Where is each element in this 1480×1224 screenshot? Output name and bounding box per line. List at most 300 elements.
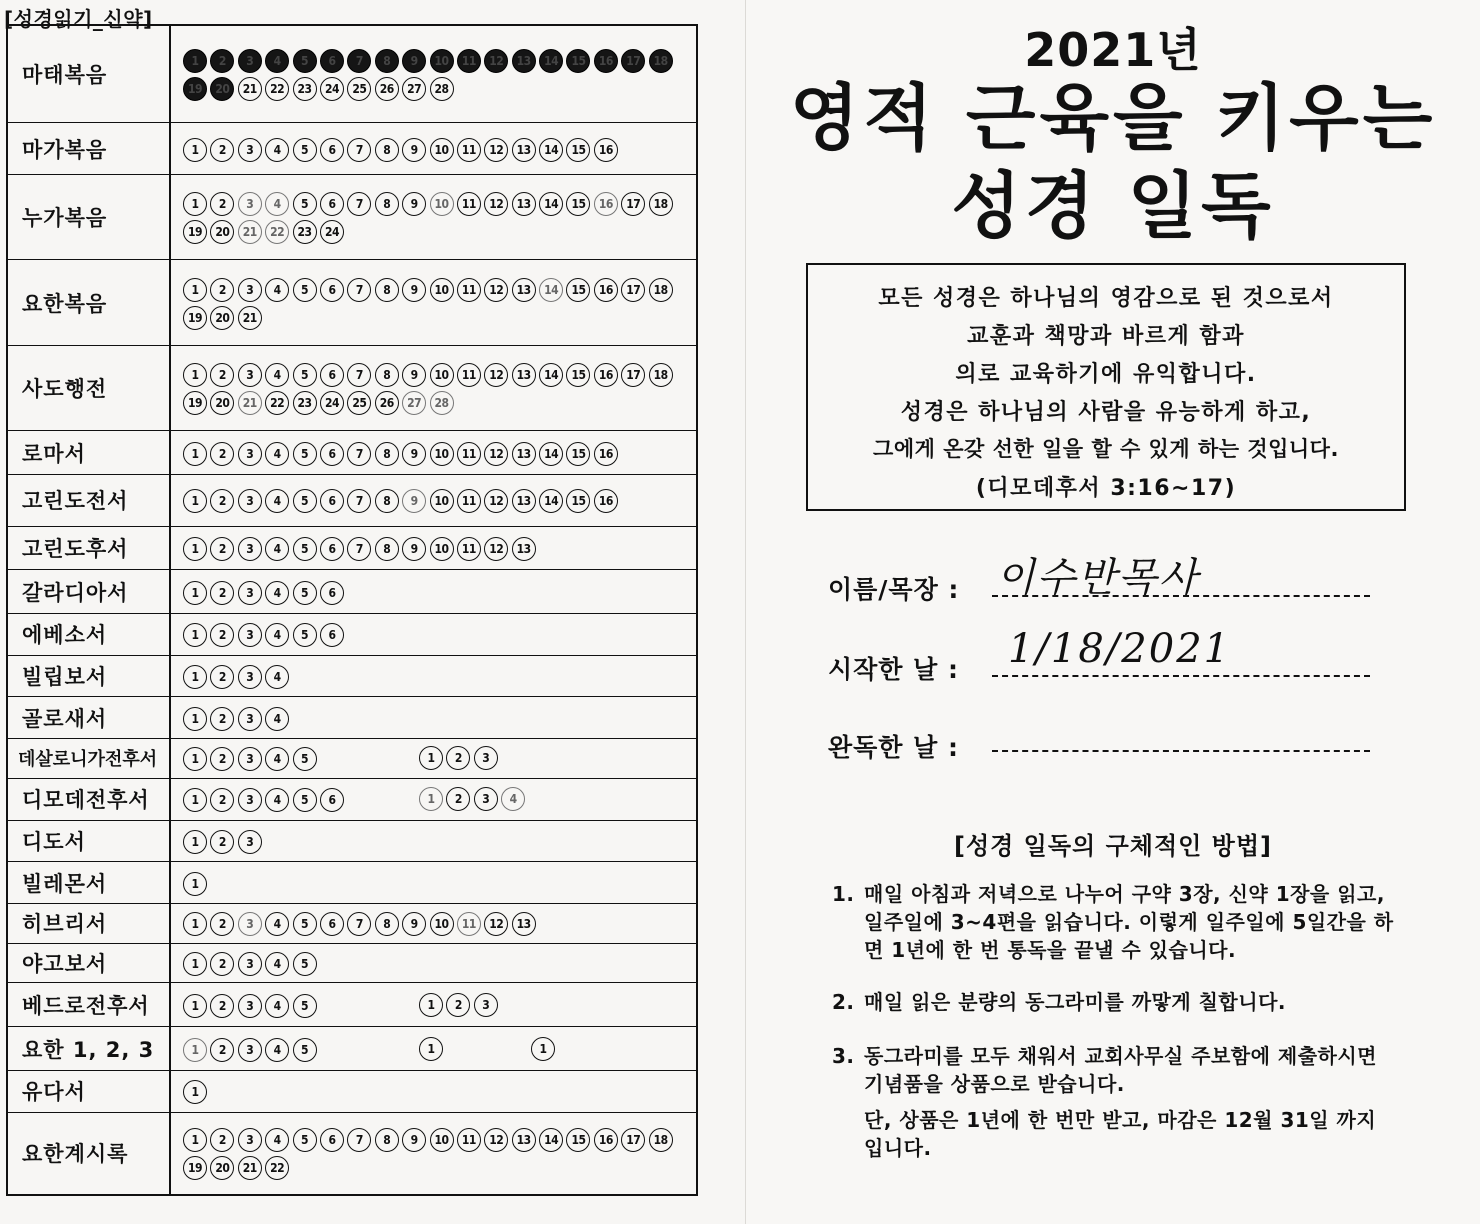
chapter-line bbox=[183, 828, 690, 856]
chapter-circle[interactable]: 11 bbox=[457, 489, 481, 513]
chapter-circle[interactable]: 13 bbox=[512, 192, 536, 216]
chapter-circle[interactable]: 6 bbox=[320, 363, 344, 387]
chapter-circle[interactable]: 3 bbox=[238, 994, 262, 1018]
chapter-circle[interactable]: 1 bbox=[419, 787, 443, 811]
chapter-circle[interactable]: 10 bbox=[430, 912, 454, 936]
chapter-circle[interactable]: 1 bbox=[183, 278, 207, 302]
chapter-circle[interactable]: 7 bbox=[347, 138, 371, 162]
chapter-circle[interactable]: 6 bbox=[320, 49, 344, 73]
chapter-circle[interactable]: 3 bbox=[238, 442, 262, 466]
chapter-circle[interactable]: 21 bbox=[238, 306, 262, 330]
chapter-circle[interactable]: 1 bbox=[183, 872, 207, 896]
chapter-circles bbox=[171, 175, 696, 259]
chapter-circle[interactable]: 9 bbox=[402, 278, 426, 302]
chapter-circle[interactable]: 1 bbox=[419, 746, 443, 770]
chapter-circle[interactable]: 12 bbox=[484, 537, 508, 561]
chapter-circle[interactable]: 5 bbox=[293, 138, 317, 162]
chapter-circle[interactable]: 7 bbox=[347, 278, 371, 302]
chapter-circle[interactable]: 4 bbox=[265, 537, 289, 561]
chapter-circle[interactable]: 1 bbox=[183, 442, 207, 466]
chapter-circle[interactable]: 13 bbox=[512, 489, 536, 513]
chapter-circle[interactable]: 14 bbox=[539, 138, 563, 162]
chapter-circle[interactable]: 2 bbox=[210, 278, 234, 302]
chapter-circle[interactable]: 4 bbox=[265, 665, 289, 689]
chapter-circle[interactable]: 14 bbox=[539, 49, 563, 73]
chapter-circle[interactable]: 11 bbox=[457, 278, 481, 302]
chapter-circle[interactable]: 14 bbox=[539, 363, 563, 387]
chapter-circle[interactable]: 3 bbox=[238, 707, 262, 731]
chapter-circle[interactable]: 4 bbox=[265, 192, 289, 216]
chapter-circle[interactable]: 5 bbox=[293, 788, 317, 812]
chapter-circle[interactable]: 11 bbox=[457, 363, 481, 387]
book-name: 골로새서 bbox=[8, 697, 171, 738]
chapter-circle[interactable]: 21 bbox=[238, 220, 262, 244]
chapter-circle[interactable]: 23 bbox=[293, 391, 317, 415]
chapter-circle[interactable]: 4 bbox=[265, 581, 289, 605]
chapter-circle[interactable]: 11 bbox=[457, 442, 481, 466]
start-date-line[interactable] bbox=[992, 675, 1370, 677]
chapter-circles bbox=[171, 346, 696, 430]
chapter-circle[interactable]: 11 bbox=[457, 192, 481, 216]
chapter-circle[interactable]: 13 bbox=[512, 363, 536, 387]
chapter-circle[interactable]: 16 bbox=[594, 138, 618, 162]
chapter-circle[interactable]: 1 bbox=[183, 788, 207, 812]
book-name: 유다서 bbox=[8, 1071, 171, 1112]
chapter-circle[interactable]: 3 bbox=[238, 49, 262, 73]
book-name: 베드로전후서 bbox=[8, 983, 171, 1026]
chapter-circle[interactable]: 3 bbox=[238, 138, 262, 162]
chapter-circle[interactable]: 9 bbox=[402, 192, 426, 216]
chapter-circle[interactable]: 5 bbox=[293, 489, 317, 513]
chapter-circle[interactable]: 2 bbox=[210, 442, 234, 466]
chapter-circle[interactable]: 24 bbox=[320, 220, 344, 244]
chapter-circle[interactable]: 9 bbox=[402, 49, 426, 73]
chapter-line bbox=[183, 361, 690, 389]
chapter-circle[interactable]: 15 bbox=[566, 442, 590, 466]
chapter-circle[interactable]: 18 bbox=[649, 49, 673, 73]
chapter-circle[interactable]: 12 bbox=[484, 912, 508, 936]
chapter-circle[interactable]: 9 bbox=[402, 442, 426, 466]
finish-date-line[interactable] bbox=[992, 750, 1370, 752]
chapter-circle[interactable]: 8 bbox=[375, 363, 399, 387]
chapter-circle[interactable]: 23 bbox=[293, 77, 317, 101]
chapter-circle[interactable]: 1 bbox=[183, 1080, 207, 1104]
chapter-circle[interactable]: 6 bbox=[320, 489, 344, 513]
chapter-circle[interactable]: 9 bbox=[402, 537, 426, 561]
chapter-circle[interactable]: 7 bbox=[347, 489, 371, 513]
chapter-circle[interactable]: 3 bbox=[238, 537, 262, 561]
chapter-circle[interactable]: 17 bbox=[621, 192, 645, 216]
chapter-circle[interactable]: 10 bbox=[430, 192, 454, 216]
chapter-circle[interactable]: 20 bbox=[210, 306, 234, 330]
chapter-circle[interactable]: 16 bbox=[594, 49, 618, 73]
chapter-circle[interactable]: 16 bbox=[594, 489, 618, 513]
chapter-circle[interactable]: 1 bbox=[183, 363, 207, 387]
chapter-circle[interactable]: 2 bbox=[210, 1128, 234, 1152]
chapter-circle[interactable]: 4 bbox=[265, 442, 289, 466]
chapter-circle[interactable]: 3 bbox=[238, 278, 262, 302]
chapter-circle[interactable]: 12 bbox=[484, 192, 508, 216]
chapter-circle[interactable]: 1 bbox=[183, 830, 207, 854]
chapter-circle[interactable]: 25 bbox=[347, 391, 371, 415]
chapter-circle[interactable]: 4 bbox=[265, 49, 289, 73]
book-row bbox=[8, 123, 696, 175]
chapter-circle[interactable]: 20 bbox=[210, 1156, 234, 1180]
book-name: 야고보서 bbox=[8, 944, 171, 983]
chapter-circle[interactable]: 18 bbox=[649, 363, 673, 387]
chapter-circle[interactable]: 24 bbox=[320, 391, 344, 415]
chapter-circle[interactable]: 1 bbox=[183, 952, 207, 976]
chapter-circle[interactable]: 21 bbox=[238, 77, 262, 101]
chapter-circle[interactable]: 9 bbox=[402, 1128, 426, 1152]
chapter-circle[interactable]: 6 bbox=[320, 623, 344, 647]
chapter-circle[interactable]: 1 bbox=[531, 1037, 555, 1061]
chapter-circle[interactable]: 10 bbox=[430, 138, 454, 162]
chapter-circle[interactable]: 2 bbox=[446, 746, 470, 770]
chapter-circle[interactable]: 18 bbox=[649, 278, 673, 302]
chapter-circle[interactable]: 12 bbox=[484, 138, 508, 162]
chapter-circle[interactable]: 1 bbox=[183, 665, 207, 689]
chapter-circle[interactable]: 24 bbox=[320, 77, 344, 101]
chapter-circle[interactable]: 14 bbox=[539, 442, 563, 466]
chapter-circle[interactable]: 8 bbox=[375, 442, 399, 466]
book-name: 누가복음 bbox=[8, 175, 171, 259]
chapter-circle[interactable]: 4 bbox=[265, 747, 289, 771]
chapter-circle[interactable]: 4 bbox=[265, 623, 289, 647]
chapter-circle[interactable]: 6 bbox=[320, 537, 344, 561]
chapter-circle[interactable]: 8 bbox=[375, 489, 399, 513]
chapter-circle[interactable]: 28 bbox=[430, 391, 454, 415]
chapter-circle[interactable]: 13 bbox=[512, 138, 536, 162]
book-row bbox=[8, 346, 696, 431]
chapter-line bbox=[183, 1154, 690, 1182]
chapter-circle[interactable]: 3 bbox=[474, 746, 498, 770]
chapter-circle[interactable]: 4 bbox=[265, 994, 289, 1018]
chapter-circle[interactable]: 2 bbox=[210, 912, 234, 936]
chapter-circle[interactable]: 5 bbox=[293, 537, 317, 561]
chapter-circles bbox=[171, 697, 696, 738]
chapter-circle[interactable]: 8 bbox=[375, 1128, 399, 1152]
book-name: 디도서 bbox=[8, 821, 171, 862]
chapter-circle[interactable]: 17 bbox=[621, 278, 645, 302]
chapter-circle[interactable]: 13 bbox=[512, 912, 536, 936]
chapter-subgroup bbox=[419, 739, 501, 778]
verse-line: 교훈과 책망과 바르게 함과 bbox=[967, 324, 1245, 349]
chapter-circle[interactable]: 1 bbox=[183, 912, 207, 936]
chapter-circle[interactable]: 2 bbox=[210, 707, 234, 731]
chapter-circle[interactable]: 18 bbox=[649, 1128, 673, 1152]
chapter-circle[interactable]: 20 bbox=[210, 391, 234, 415]
chapter-circle[interactable]: 5 bbox=[293, 363, 317, 387]
chapter-circle[interactable]: 10 bbox=[430, 363, 454, 387]
chapter-circle[interactable]: 11 bbox=[457, 912, 481, 936]
chapter-circle[interactable]: 17 bbox=[621, 363, 645, 387]
chapter-circle[interactable]: 2 bbox=[446, 993, 470, 1017]
book-name: 빌립보서 bbox=[8, 656, 171, 697]
chapter-circle[interactable]: 21 bbox=[238, 1156, 262, 1180]
year-heading: 2021년 bbox=[1024, 23, 1202, 77]
chapter-circle[interactable]: 15 bbox=[566, 489, 590, 513]
start-date-label: 시작한 날 : bbox=[828, 655, 960, 684]
chapter-circle[interactable]: 5 bbox=[293, 912, 317, 936]
chapter-circle[interactable]: 27 bbox=[402, 391, 426, 415]
chapter-circle[interactable]: 6 bbox=[320, 581, 344, 605]
chapter-circle[interactable]: 15 bbox=[566, 278, 590, 302]
chapter-circle[interactable]: 25 bbox=[347, 77, 371, 101]
chapter-circle[interactable]: 5 bbox=[293, 994, 317, 1018]
chapter-circle[interactable]: 1 bbox=[183, 138, 207, 162]
chapter-circle[interactable]: 15 bbox=[566, 192, 590, 216]
chapter-circle[interactable]: 1 bbox=[183, 1038, 207, 1062]
chapter-circle[interactable]: 1 bbox=[183, 707, 207, 731]
chapter-circle[interactable]: 1 bbox=[183, 1128, 207, 1152]
chapter-circle[interactable]: 7 bbox=[347, 192, 371, 216]
chapter-circle[interactable]: 13 bbox=[512, 1128, 536, 1152]
chapter-circle[interactable]: 16 bbox=[594, 278, 618, 302]
chapter-circle[interactable]: 6 bbox=[320, 442, 344, 466]
chapter-line bbox=[183, 535, 690, 563]
chapter-circle[interactable]: 2 bbox=[210, 952, 234, 976]
chapter-circle[interactable]: 10 bbox=[430, 489, 454, 513]
chapter-circle[interactable]: 3 bbox=[474, 993, 498, 1017]
chapter-circle[interactable]: 9 bbox=[402, 912, 426, 936]
chapter-circle[interactable]: 8 bbox=[375, 278, 399, 302]
chapter-circle[interactable]: 2 bbox=[210, 788, 234, 812]
chapter-circle[interactable]: 26 bbox=[375, 391, 399, 415]
chapter-circle[interactable]: 13 bbox=[512, 278, 536, 302]
chapter-circle[interactable]: 14 bbox=[539, 1128, 563, 1152]
chapter-circle[interactable]: 2 bbox=[210, 830, 234, 854]
chapter-circle[interactable]: 12 bbox=[484, 489, 508, 513]
method-item-3 bbox=[832, 1042, 1402, 1162]
chapter-circle[interactable]: 3 bbox=[238, 788, 262, 812]
method-item-1 bbox=[832, 880, 1402, 964]
chapter-circle[interactable]: 16 bbox=[594, 363, 618, 387]
chapter-circle[interactable]: 15 bbox=[566, 1128, 590, 1152]
chapter-circle[interactable]: 1 bbox=[183, 581, 207, 605]
chapter-circle[interactable]: 20 bbox=[210, 77, 234, 101]
chapter-circle[interactable]: 7 bbox=[347, 537, 371, 561]
chapter-circle[interactable]: 4 bbox=[265, 1038, 289, 1062]
chapter-circle[interactable]: 13 bbox=[512, 442, 536, 466]
chapter-circle[interactable]: 5 bbox=[293, 1128, 317, 1152]
chapter-circle[interactable]: 12 bbox=[484, 278, 508, 302]
chapter-circle[interactable]: 22 bbox=[265, 1156, 289, 1180]
chapter-circle[interactable]: 3 bbox=[238, 1128, 262, 1152]
chapter-line bbox=[183, 579, 690, 607]
chapter-circle[interactable]: 2 bbox=[210, 49, 234, 73]
chapter-circle[interactable]: 2 bbox=[210, 747, 234, 771]
chapter-circle[interactable]: 1 bbox=[419, 1037, 443, 1061]
chapter-circle[interactable]: 7 bbox=[347, 49, 371, 73]
chapter-circle[interactable]: 15 bbox=[566, 363, 590, 387]
chapter-circle[interactable]: 6 bbox=[320, 278, 344, 302]
chapter-circle[interactable]: 26 bbox=[375, 77, 399, 101]
name-label: 이름/목장 : bbox=[828, 575, 960, 604]
chapter-circle[interactable]: 19 bbox=[183, 391, 207, 415]
chapter-circle[interactable]: 4 bbox=[501, 787, 525, 811]
chapter-circle[interactable]: 22 bbox=[265, 391, 289, 415]
chapter-circle[interactable]: 3 bbox=[238, 623, 262, 647]
chapter-circle[interactable]: 11 bbox=[457, 1128, 481, 1152]
chapter-circle[interactable]: 11 bbox=[457, 537, 481, 561]
chapter-circle[interactable]: 1 bbox=[183, 994, 207, 1018]
chapter-circle[interactable]: 20 bbox=[210, 220, 234, 244]
chapter-line bbox=[183, 621, 690, 649]
chapter-circle[interactable]: 2 bbox=[210, 192, 234, 216]
method-number: 3. bbox=[832, 1044, 855, 1068]
chapter-circle[interactable]: 10 bbox=[430, 278, 454, 302]
chapter-line bbox=[183, 910, 690, 938]
chapter-circle[interactable]: 5 bbox=[293, 192, 317, 216]
name-line[interactable] bbox=[992, 595, 1370, 597]
chapter-circle[interactable]: 2 bbox=[210, 665, 234, 689]
chapter-circle[interactable]: 12 bbox=[484, 49, 508, 73]
chapter-circle[interactable]: 3 bbox=[238, 581, 262, 605]
chapter-circle[interactable]: 7 bbox=[347, 1128, 371, 1152]
chapter-circle[interactable]: 18 bbox=[649, 192, 673, 216]
chapter-circle[interactable]: 11 bbox=[457, 49, 481, 73]
chapter-circle[interactable]: 6 bbox=[320, 138, 344, 162]
chapter-circle[interactable]: 19 bbox=[183, 77, 207, 101]
chapter-circle[interactable]: 3 bbox=[238, 912, 262, 936]
chapter-circle[interactable]: 22 bbox=[265, 77, 289, 101]
chapter-circle[interactable]: 5 bbox=[293, 747, 317, 771]
chapter-circle[interactable]: 3 bbox=[238, 489, 262, 513]
chapter-circle[interactable]: 3 bbox=[238, 665, 262, 689]
reading-table bbox=[6, 24, 698, 1196]
chapter-circle[interactable]: 4 bbox=[265, 952, 289, 976]
chapter-circle[interactable]: 8 bbox=[375, 192, 399, 216]
chapter-circle[interactable]: 7 bbox=[347, 363, 371, 387]
chapter-circle[interactable]: 1 bbox=[183, 537, 207, 561]
chapter-circle[interactable]: 3 bbox=[474, 787, 498, 811]
chapter-circle[interactable]: 2 bbox=[210, 138, 234, 162]
chapter-circle[interactable]: 6 bbox=[320, 912, 344, 936]
chapter-circle[interactable]: 16 bbox=[594, 192, 618, 216]
chapter-circle[interactable]: 3 bbox=[238, 952, 262, 976]
chapter-circle[interactable]: 12 bbox=[484, 1128, 508, 1152]
chapter-circle[interactable]: 1 bbox=[183, 192, 207, 216]
chapter-circle[interactable]: 23 bbox=[293, 220, 317, 244]
chapter-circle[interactable]: 4 bbox=[265, 912, 289, 936]
chapter-circle[interactable]: 8 bbox=[375, 537, 399, 561]
chapter-circle[interactable]: 3 bbox=[238, 1038, 262, 1062]
chapter-circle[interactable]: 6 bbox=[320, 1128, 344, 1152]
chapter-circle[interactable]: 9 bbox=[402, 489, 426, 513]
chapter-circle[interactable]: 2 bbox=[210, 994, 234, 1018]
chapter-circle[interactable]: 5 bbox=[293, 49, 317, 73]
chapter-circle[interactable]: 4 bbox=[265, 489, 289, 513]
chapter-circle[interactable]: 4 bbox=[265, 138, 289, 162]
chapter-circle[interactable]: 12 bbox=[484, 363, 508, 387]
chapter-circle[interactable]: 5 bbox=[293, 952, 317, 976]
chapter-circle[interactable]: 19 bbox=[183, 220, 207, 244]
chapter-circle[interactable]: 15 bbox=[566, 49, 590, 73]
chapter-circle[interactable]: 8 bbox=[375, 49, 399, 73]
chapter-circle[interactable]: 1 bbox=[183, 747, 207, 771]
book-name: 고린도전서 bbox=[8, 475, 171, 526]
chapter-circle[interactable]: 3 bbox=[238, 747, 262, 771]
chapter-circle[interactable]: 4 bbox=[265, 707, 289, 731]
chapter-circle[interactable]: 10 bbox=[430, 442, 454, 466]
chapter-circle[interactable]: 2 bbox=[210, 1038, 234, 1062]
chapter-circle[interactable]: 27 bbox=[402, 77, 426, 101]
chapter-line bbox=[183, 389, 690, 417]
chapter-circle[interactable]: 12 bbox=[484, 442, 508, 466]
chapter-circle[interactable]: 7 bbox=[347, 442, 371, 466]
chapter-circle[interactable]: 2 bbox=[210, 537, 234, 561]
chapter-circle[interactable]: 4 bbox=[265, 363, 289, 387]
chapter-circle[interactable]: 6 bbox=[320, 192, 344, 216]
chapter-circle[interactable]: 3 bbox=[238, 192, 262, 216]
chapter-circle[interactable]: 1 bbox=[183, 489, 207, 513]
chapter-circle[interactable]: 2 bbox=[210, 363, 234, 387]
chapter-circle[interactable]: 7 bbox=[347, 912, 371, 936]
chapter-circle[interactable]: 14 bbox=[539, 489, 563, 513]
chapter-circle[interactable]: 10 bbox=[430, 49, 454, 73]
chapter-circle[interactable]: 2 bbox=[210, 581, 234, 605]
chapter-circle[interactable]: 5 bbox=[293, 623, 317, 647]
chapter-circle[interactable]: 11 bbox=[457, 138, 481, 162]
chapter-circle[interactable]: 17 bbox=[621, 49, 645, 73]
chapter-circle[interactable]: 6 bbox=[320, 788, 344, 812]
book-row bbox=[8, 656, 696, 698]
chapter-circle[interactable]: 10 bbox=[430, 537, 454, 561]
chapter-circle[interactable]: 10 bbox=[430, 1128, 454, 1152]
chapter-circle[interactable]: 8 bbox=[375, 138, 399, 162]
chapter-circle[interactable]: 28 bbox=[430, 77, 454, 101]
chapter-circle[interactable]: 14 bbox=[539, 278, 563, 302]
chapter-circle[interactable]: 1 bbox=[183, 623, 207, 647]
chapter-circle[interactable]: 4 bbox=[265, 788, 289, 812]
chapter-circle[interactable]: 9 bbox=[402, 138, 426, 162]
book-row bbox=[8, 26, 696, 123]
chapter-circle[interactable]: 21 bbox=[238, 391, 262, 415]
chapter-circle[interactable]: 9 bbox=[402, 363, 426, 387]
chapter-circle[interactable]: 22 bbox=[265, 220, 289, 244]
chapter-circle[interactable]: 13 bbox=[512, 49, 536, 73]
chapter-circle[interactable]: 19 bbox=[183, 306, 207, 330]
chapter-circle[interactable]: 16 bbox=[594, 442, 618, 466]
chapter-circle[interactable]: 2 bbox=[210, 623, 234, 647]
chapter-circle[interactable]: 14 bbox=[539, 192, 563, 216]
chapter-circle[interactable]: 3 bbox=[238, 363, 262, 387]
book-row bbox=[8, 570, 696, 614]
chapter-circle[interactable]: 13 bbox=[512, 537, 536, 561]
chapter-circles bbox=[171, 1027, 696, 1070]
chapter-circle[interactable]: 4 bbox=[265, 1128, 289, 1152]
chapter-circle[interactable]: 5 bbox=[293, 442, 317, 466]
chapter-circle[interactable]: 3 bbox=[238, 830, 262, 854]
chapter-circle[interactable]: 16 bbox=[594, 1128, 618, 1152]
chapter-circle[interactable]: 2 bbox=[446, 787, 470, 811]
chapter-circle[interactable]: 5 bbox=[293, 278, 317, 302]
chapter-circle[interactable]: 5 bbox=[293, 1038, 317, 1062]
chapter-circle[interactable]: 4 bbox=[265, 278, 289, 302]
chapter-circle[interactable]: 19 bbox=[183, 1156, 207, 1180]
chapter-circle[interactable]: 1 bbox=[419, 993, 443, 1017]
chapter-circle[interactable]: 1 bbox=[183, 49, 207, 73]
book-name: 마가복음 bbox=[8, 123, 171, 174]
chapter-circle[interactable]: 17 bbox=[621, 1128, 645, 1152]
chapter-circle[interactable]: 8 bbox=[375, 912, 399, 936]
chapter-circle[interactable]: 5 bbox=[293, 581, 317, 605]
book-row bbox=[8, 260, 696, 345]
book-name: 마태복음 bbox=[8, 26, 171, 122]
chapter-circle[interactable]: 2 bbox=[210, 489, 234, 513]
chapter-circle[interactable]: 15 bbox=[566, 138, 590, 162]
